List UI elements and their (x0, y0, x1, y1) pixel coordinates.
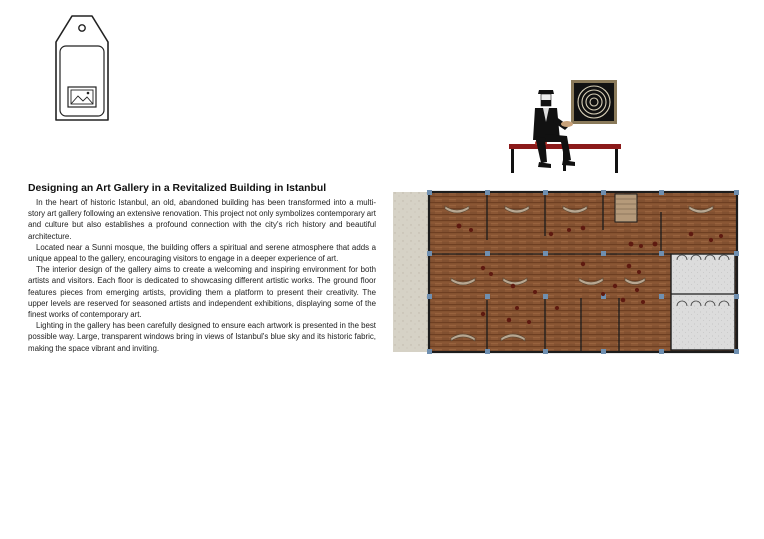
article-paragraph: Located near a Sunni mosque, the building offers a spiritual and serene atmosphere that adds a unique appeal to the gallery, encouraging visitors to engage in a deeper experience of art. (28, 242, 376, 264)
article-paragraph: Lighting in the gallery has been carefully designed to ensure each artwork is presented in the best possible way. Large, transparent windows bring in views of Istanbul's blue sky and its historic fabric, making the space vibrant and inviting. (28, 321, 376, 353)
article-paragraph: The interior design of the gallery aims to create a welcoming and inspiring environment for both artists and visitors. Each floor is dedicated to showcasing different artistic works. The ground floor features pieces from emerging artists, providing them a platform to present their creativity. The upper levels are reserved for seasoned artists and independent exhibitions, displaying some of the finest works of contemporary art. (28, 265, 376, 320)
exterior-paving (393, 192, 429, 352)
seated-visitor-illustration (505, 78, 625, 176)
gallery-tag-logo-icon (50, 12, 114, 126)
article-title: Designing an Art Gallery in a Revitalized Building in Istanbul (28, 183, 327, 194)
article (28, 182, 376, 354)
article-paragraph: In the heart of historic Istanbul, an old, abandoned building has been transformed into a multi-story art gallery following an extensive renovation. This project not only symbolizes contemporary art and culture but also establishes a profound connection with the city's rich history and beautiful architecture. (28, 198, 376, 241)
gallery-floor-plan (393, 190, 739, 354)
restroom-area (671, 254, 735, 350)
